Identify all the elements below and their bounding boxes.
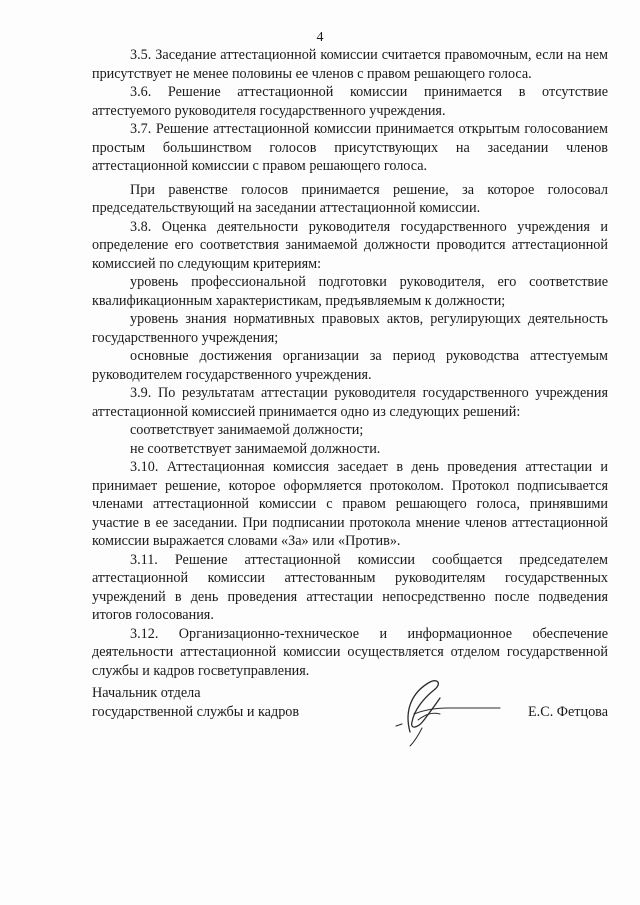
signatory-title: Начальник отдела bbox=[92, 685, 201, 701]
paragraph-3-9: 3.9. По результатам аттестации руководителя государственного учреждения аттестационной комиссией принимается одно из следующих решений: bbox=[92, 385, 608, 420]
paragraph-3-5: 3.5. Заседание аттестационной комиссии считается правомочным, если на нем присутствует не менее половины ее членов с правом решающего голоса. bbox=[92, 47, 608, 82]
paragraph-3-12: 3.12. Организационно-техническое и информационное обеспечение деятельности аттестационной комиссии осуществляется отделом государственной службы и кадров госветуправления. bbox=[92, 625, 608, 679]
criterion-item: уровень знания нормативных правовых актов, регулирующих деятельность государственного учреждения; bbox=[92, 311, 608, 346]
paragraph-3-7: 3.7. Решение аттестационной комиссии принимается открытым голосованием простым большинством голосов присутствующих на заседании членов аттестационной комиссии с правом решающего голоса. bbox=[92, 121, 608, 174]
document-body bbox=[92, 46, 608, 680]
signature-block bbox=[92, 684, 608, 764]
decision-item: соответствует занимаемой должности; bbox=[130, 422, 364, 438]
handwritten-signature bbox=[352, 670, 502, 750]
paragraph-3-10: 3.10. Аттестационная комиссия заседает в день проведения аттестации и принимает решение, которое оформляется протоколом. Протокол подписывается членами аттестационной комиссии с правом решающего голоса, принявшими участие в ее заседании. При подписании протокола мнение членов аттестационной комиссии выражается словами «За» или «Против». bbox=[92, 459, 608, 549]
paragraph-3-11: 3.11. Решение аттестационной комиссии сообщается председателем аттестационной комиссии аттестованным руководителям государственных учреждений в день проведения аттестации непосредственно после подведения итогов голосования. bbox=[92, 551, 608, 623]
paragraph-3-8: 3.8. Оценка деятельности руководителя государственного учреждения и определение его соответствия занимаемой должности проводится аттестационной комиссией по следующим критериям: bbox=[92, 218, 608, 272]
paragraph-3-6: 3.6. Решение аттестационной комиссии принимается в отсутствие аттестуемого руководителя государственного учреждения. bbox=[92, 84, 608, 119]
signatory-department: государственной службы и кадров bbox=[92, 704, 300, 720]
paragraph-3-7-tie: При равенстве голосов принимается решение, за которое голосовал председательствующий на заседании аттестационной комиссии. bbox=[92, 181, 608, 216]
page-number: 4 bbox=[316, 30, 324, 45]
criterion-item: уровень профессиональной подготовки руководителя, его соответствие квалификационным характеристикам, предъявляемым к должности; bbox=[92, 274, 608, 309]
criterion-item: основные достижения организации за период руководства аттестуемым руководителем государственного учреждения. bbox=[92, 348, 608, 383]
decision-item: не соответствует занимаемой должности. bbox=[130, 440, 381, 457]
signatory-name: Е.С. Фетцова bbox=[528, 704, 608, 720]
